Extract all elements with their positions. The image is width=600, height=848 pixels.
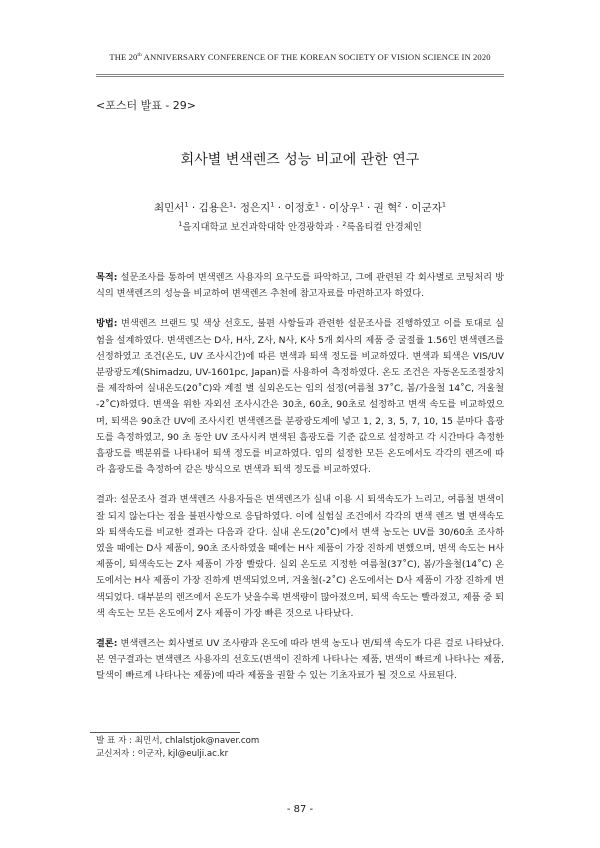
affiliations: $^1$을지대학교 보건과학대학 안경광학과 · $^2$룩옵티컬 안경체인 [178,219,422,233]
section-method: 방법: 변색렌즈 브랜드 및 색상 선호도, 불편 사항들과 관련한 설문조사를 진행하였고 이를 토대로 실험을 설계하였다. 변색렌즈는 D사, H사, Z사, N사, K사 5개 회사의 제품 중 굴절률 1.56인 변색렌즈를 선정하였고 조건(온도, UV 조사시간)에 따른 변색과 퇴색 정도를 비교하였다. 변색과 퇴색은 VIS/UV 분광광도계(Shimadzu, UV-1601pc, Japan)를 사용하여 측정하였다. 온도 조건은 자동온도조절장치를 제작하여 실내온도(20˚C)와 계절 별 실외온도는 임의 설정(여름철 37˚C, 봄/가을철 14˚C, 겨울철 -2˚C)하였다. 변색을 위한 자외선 조사시간은 30초, 60초, 90초로 설정하고 변색 속도를 비교하였으며, 퇴색은 90초간 UV에 조사시킨 변색렌즈를 분광광도계에 넣고 1, 2, 3, 5, 7, 10, 15 분마다 흡광도를 측정하였고, 90 초 동안 UV 조사시켜 변색된 흡광도를 기준 값으로 설정하고 각 시간마다 측정한 흡광도를 백분위를 나타내어 퇴색 정도를 비교하였다. 임의 설정한 모든 온도에서도 각각의 렌즈에 따라 흡광도를 측정하여 같은 방식으로 변색과 퇴색 정도를 비교하였다. [96,318,504,476]
author: 최민서$^1$ [154,200,189,214]
author: 이상우$^1$ [329,200,364,214]
header-rule-top [96,74,504,75]
author: 이정호$^1$ [284,200,320,214]
footnote-separator [90,732,240,733]
footnote [96,735,259,760]
paper-title: 회사별 변색렌즈 성능 비교에 관한 연구 [180,152,420,168]
abstract-body [96,270,504,699]
author-list: 최민서$^1$ · 김용은$^1$· 정은지$^1$ · 이정호$^1$ · 이상우$^1$ · 권 혁$^2$ · 이군자$^1$ [154,200,446,214]
section-conclusion: 결론: 변색렌즈는 회사별로 UV 조사량과 온도에 따라 변색 농도나 변/퇴색 속도가 다른 걸로 나타났다. 본 연구결과는 변색렌즈 사용자의 선호도(변색이 진하게 나타나는 제품, 변색이 빠르게 나타나는 제품, 탈색이 빠르게 나타나는 제품)에 따라 제품을 권할 수 있는 기초자료가 될 것으로 사료된다. [96,638,504,682]
author: 이군자$^1$ [411,200,446,214]
conference-header: THE 20th ANNIVERSARY CONFERENCE OF THE KOREAN SOCIETY OF VISION SCIENCE IN 2020 [109,52,491,62]
author: 정은지$^1$ [239,200,275,214]
author: 권 혁$^2$ [373,200,402,214]
header-rule-bottom [96,76,504,77]
section-purpose: 목적: 설문조사를 통하여 변색렌즈 사용자의 요구도를 파악하고, 그에 관련된 각 회사별로 코팅처리 방식의 변색렌즈의 성능을 비교하여 변색렌즈 추천에 참고자료를 마련하고자 하였다. [96,272,504,300]
page-number: - 87 - [286,804,314,815]
corresponding-author-line: 교신저자 : 이군자, kjl@eulji.ac.kr [96,748,229,759]
section-result: 결과: 설문조사 결과 변색렌즈 사용자들은 변색렌즈가 실내 이용 시 퇴색속도가 느리고, 여름철 변색이 잘 되지 않는다는 점을 불편사항으로 응답하였다. 이에 실험실 조건에서 각각의 변색 렌즈 별 변색속도와 퇴색속도를 비교한 결과는 다음과 같다. 실내 온도(20˚C)에서 변색 농도는 UV를 30/60초 조사하였을 때에는 D사 제품이, 90초 조사하였을 때에는 H사 제품이 가장 진하게 변했으며, 변색 속도는 H사 제품이, 퇴색속도는 Z사 제품이 가장 빨랐다. 실외 온도로 지정한 여름철(37˚C), 봄/가을철(14˚C) 온도에서는 H사 제품이 가장 진하게 변색되었으며, 겨울철(-2˚C) 온도에서는 D사 제품이 가장 진하게 변색되었다. 대부분의 렌즈에서 온도가 낮을수록 변색량이 많아졌으며, 퇴색 속도는 빨라졌고, 제품 중 퇴색 속도는 모든 온도에서 Z사 제품이 가장 빠른 것으로 나타났다. [96,494,504,619]
presenter-line: 발 표 자 : 최민서, chlalstjok@naver.com [96,736,260,746]
author: 김용은$^1$ [198,200,234,214]
session-tag: <포스터 발표 - 29> [96,99,197,112]
